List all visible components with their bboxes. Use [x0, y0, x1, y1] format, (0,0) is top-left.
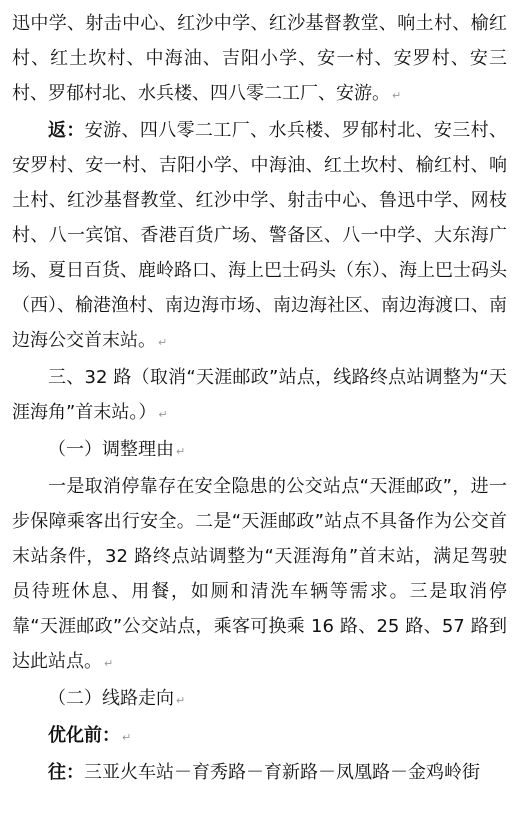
paragraph-text: 安游、四八零二工厂、水兵楼、罗郁村北、安三村、安罗村、安一村、吉阳小学、中海油、红土坎村、榆红村、响土村、红沙基督教堂、红沙中学、射击中心、鲁迅中学、网枝村、八一宾馆、香港百货广场、警备区、八一中学、大东海广场、夏日百货、鹿岭路口、海上巴士码头（东）、海上巴士码头（西）、榆港渔村、南边海市场、南边海社区、南边海渡口、南边海公交首末站。 [12, 120, 507, 351]
section-heading-route-32 [12, 360, 507, 432]
paragraph-reason-body [12, 469, 507, 681]
heading-text: 三、32 路（取消“天涯邮政”站点，线路终点站调整为“天涯海角”首末站。） [12, 367, 507, 423]
before-label: 优化前： [48, 725, 120, 746]
paragraph-text: 三亚火车站－育秀路－育新路－凤凰路－金鸡岭街 [84, 762, 480, 783]
heading-text: （二）线路走向 [48, 688, 174, 709]
label-before-optimization [12, 718, 507, 755]
paragraph-return-route [12, 113, 507, 360]
paragraph-mark-icon: ↵ [392, 89, 402, 102]
paragraph-stop-list-continued [12, 6, 507, 113]
paragraph-text: 一是取消停靠存在安全隐患的公交站点“天涯邮政”，进一步保障乘客出行安全。二是“天涯邮政”站点不具备作为公交首末站条件，32 路终点站调整为“天涯海角”首末站，满足驾驶员待班休息、用餐，如厕和清洗车辆等需求。三是取消停靠“天涯邮政”公交站点，乘客可换乘 16 路、25 路、57 路到达此站点。 [12, 476, 507, 672]
subheading-adjustment-reason [12, 432, 507, 469]
paragraph-outbound-route [12, 755, 507, 790]
heading-text: （一）调整理由 [48, 439, 174, 460]
paragraph-mark-icon: ↵ [176, 694, 186, 707]
paragraph-mark-icon: ↵ [104, 657, 114, 670]
subheading-route-direction [12, 681, 507, 718]
return-label: 返： [48, 120, 85, 141]
paragraph-mark-icon: ↵ [122, 731, 132, 744]
paragraph-mark-icon: ↵ [158, 336, 168, 349]
paragraph-text: 迅中学、射击中心、红沙中学、红沙基督教堂、响土村、榆红村、红土坎村、中海油、吉阳小学、安一村、安罗村、安三村、罗郁村北、水兵楼、四八零二工厂、安游。 [12, 13, 507, 104]
outbound-label: 往： [48, 762, 84, 783]
paragraph-mark-icon: ↵ [158, 408, 168, 421]
paragraph-mark-icon: ↵ [176, 445, 186, 458]
